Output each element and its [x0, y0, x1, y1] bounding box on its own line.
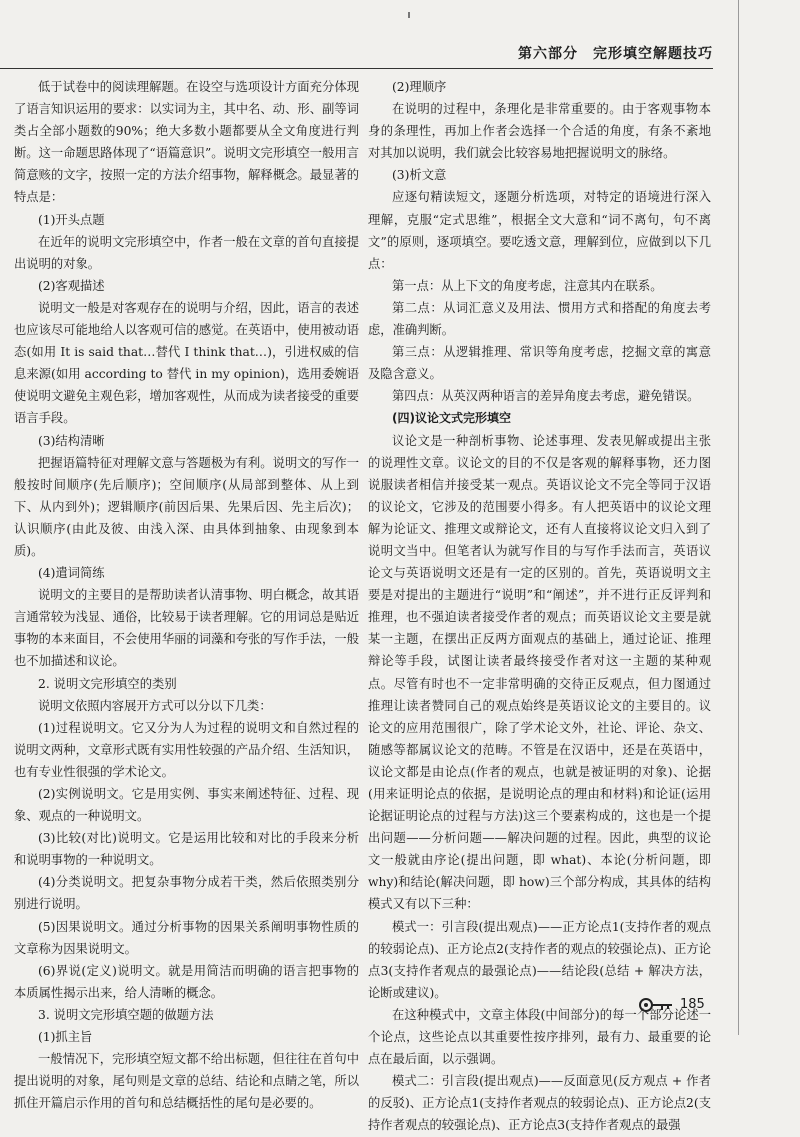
paragraph: 在这种模式中，文章主体段(中间部分)的每一个部分论述一个论点，这些论点以其重要性按序排列，最有力、最重要的论点在最后面，以示强调。 — [368, 1007, 711, 1067]
paragraph: 在说明的过程中，条理化是非常重要的。由于客观事物本身的条理性，再加上作者会选择一个合适的角度，有条不紊地对其加以说明，我们就会比较容易地把握说明文的脉络。 — [368, 102, 711, 161]
paragraph: (3)比较(对比)说明文。它是运用比较和对比的手段来分析和说明事物的一种说明文。 — [14, 831, 359, 868]
subheading: (3)结构清晰 — [38, 433, 105, 448]
paragraph: 说明文一般是对客观存在的说明与介绍，因此，语言的表述也应该尽可能地给人以客观可信的感觉。在英语中，使用被动语态(如用 It is said that…替代 I think that…)，引进权威的信息来源(如用 according to 替代 in my opinion)，选用委婉语使说明文避免主观色彩，增加客观性，从而成为读者接受的重要语言手段。 — [14, 300, 359, 426]
paragraph: (5)因果说明文。通过分析事物的因果关系阐明事物性质的文章称为因果说明文。 — [14, 919, 359, 956]
paragraph: (6)界说(定义)说明文。就是用简洁而明确的语言把事物的本质属性揭示出来，给人清晰的概念。 — [14, 963, 359, 1000]
running-header — [0, 38, 713, 69]
section-heading: 3. 说明文完形填空题的做题方法 — [38, 1007, 214, 1022]
paragraph: (2)实例说明文。它是用实例、事实来阐述特征、过程、现象、观点的一种说明文。 — [14, 787, 359, 824]
header-title: 第六部分 完形填空解题技巧 — [518, 46, 713, 62]
paragraph: (4)分类说明文。把复杂事物分成若干类，然后依照类别分别进行说明。 — [14, 875, 359, 912]
subheading: (2)客观描述 — [38, 278, 105, 293]
paragraph: 第四点：从英汉两种语言的差异角度去考虑，避免错误。 — [392, 389, 700, 404]
paragraph: 第三点：从逻辑推理、常识等角度考虑，挖掘文章的寓意及隐含意义。 — [368, 345, 711, 382]
page-number: 185 — [680, 997, 705, 1012]
paragraph: 在近年的说明文完形填空中，作者一般在文章的首句直接提出说明的对象。 — [14, 234, 359, 271]
subheading: (2)理顺序 — [392, 80, 447, 94]
paragraph: 议论文是一种剖析事物、论述事理、发表见解或提出主张的说理性文章。议论文的目的不仅是客观的解释事物，还力图说服读者相信并接受某一观点。英语议论文不完全等同于汉语的议论文，它涉及的范围要小得多。有人把英语中的议论文理解为论证文、推理文或辩论文，还有人直接将议论文归入到了说明文当中。但笔者认为就写作目的与写作手法而言，英语议论文与英语说明文还是有一定的区别的。首先，英语说明文主要是对提出的主题进行“说明”和“阐述”，并不进行正反评判和推理，也不强迫读者接受作者的观点；而英语议论文主要是就某一主题，在摆出正反两方面观点的基础上，通过论证、推理辩论等手段，试图让读者最终接受作者对这一主题的某种观点。尽管有时也不一定非常明确的交待正反观点，但力图通过推理让读者赞同自己的观点始终是英语议论文的主要目的。议论文的应用范围很广，除了学术论文外，社论、评论、杂文、随感等都属议论文的范畴。不管是在汉语中，还是在英语中，议论文都是由论点(作者的观点，也就是被证明的对象)、论据(用来证明论点的依据，是说明论点的理由和材料)和论证(运用论据证明论点的过程与方法)这三个要素构成的，这也是一个提出问题——分析问题——解决问题的过程。因此，典型的议论文一般就由序论(提出问题，即 what)、本论(分析问题，即 why)和结论(解决问题，即 how)三个部分构成，其具体的结构模式又有以下三种： — [368, 433, 711, 912]
paragraph: 模式二：引言段(提出观点)——反面意见(反方观点 + 作者的反驳)、正方论点1(支持作者观点的较弱论点)、正方论点2(支持作者观点的较强论点)、正方论点3(支持作者观点的最强 — [368, 1074, 711, 1133]
paragraph: 第二点：从词汇意义及用法、惯用方式和搭配的角度去考虑，准确判断。 — [368, 300, 711, 338]
scan-mark — [408, 12, 410, 18]
paragraph: 把握语篇特征对理解文意与答题极为有利。说明文的写作一般按时间顺序(先后顺序)；空间顺序(从局部到整体、从上到下、从内到外)；逻辑顺序(前因后果、先果后因、先主后次)；认识顺序(由此及彼、由浅入深、由具体到抽象、由现象到本质)。 — [14, 455, 359, 558]
paragraph: 低于试卷中的阅读理解题。在设空与选项设计方面充分体现了语言知识运用的要求：以实词为主，其中名、动、形、副等词类占全部小题数的90%；绝大多数小题都要从全文角度进行判断。这一命题思路体现了“语篇意识”。说明文完形填空一般用言简意赅的文字，按照一定的方法介绍事物，解释概念。最显著的特点是： — [14, 80, 359, 205]
section-heading: 2. 说明文完形填空的类别 — [38, 676, 177, 691]
paragraph: 应逐句精读短文，逐题分析选项，对特定的语境进行深入理解，克服“定式思维”，根据全文大意和“词不离句，句不离文”的原则，逐项填空。要吃透文意，理解到位，应做到以下几点： — [368, 190, 711, 271]
page-edge-rule — [738, 0, 739, 1035]
subheading: (1)开头点题 — [38, 212, 105, 227]
paragraph: 模式一：引言段(提出观点)——正方论点1(支持作者的观点的较弱论点)、正方论点2(支持作者的观点的较强论点)、正方论点3(支持作者观点的最强论点)——结论段(总结 + 解决方法，论断或建议)。 — [368, 919, 711, 1000]
paragraph: 第一点：从上下文的角度考虑，注意其内在联系。 — [392, 278, 663, 293]
paragraph: 说明文的主要目的是帮助读者认清事物、明白概念，故其语言通常较为浅显、通俗，比较易于读者理解。它的用词总是贴近事物的本来面目，不会使用华丽的词藻和夸张的写作手法，一般也不加描述和议论。 — [14, 588, 359, 669]
paragraph: (1)过程说明文。它又分为人为过程的说明文和自然过程的说明文两种，文章形式既有实用性较强的产品介绍、生活知识，也有专业性很强的学术论文。 — [14, 720, 359, 779]
paragraph: 说明文依照内容展开方式可以分以下几类： — [38, 698, 272, 713]
left-column — [14, 76, 359, 1111]
subheading: (1)抓主旨 — [38, 1030, 93, 1045]
subheading: (3)析文意 — [392, 168, 447, 183]
section-heading: (四)议论文式完形填空 — [392, 411, 511, 426]
key-icon — [638, 996, 674, 1014]
subheading: (4)遣词简练 — [38, 566, 105, 581]
paragraph: 一般情况下，完形填空短文都不给出标题，但往往在首句中提出说明的对象，尾句则是文章的总结、结论和点睛之笔，所以抓住开篇启示作用的首句和总结概括性的尾句是必要的。 — [14, 1052, 359, 1111]
